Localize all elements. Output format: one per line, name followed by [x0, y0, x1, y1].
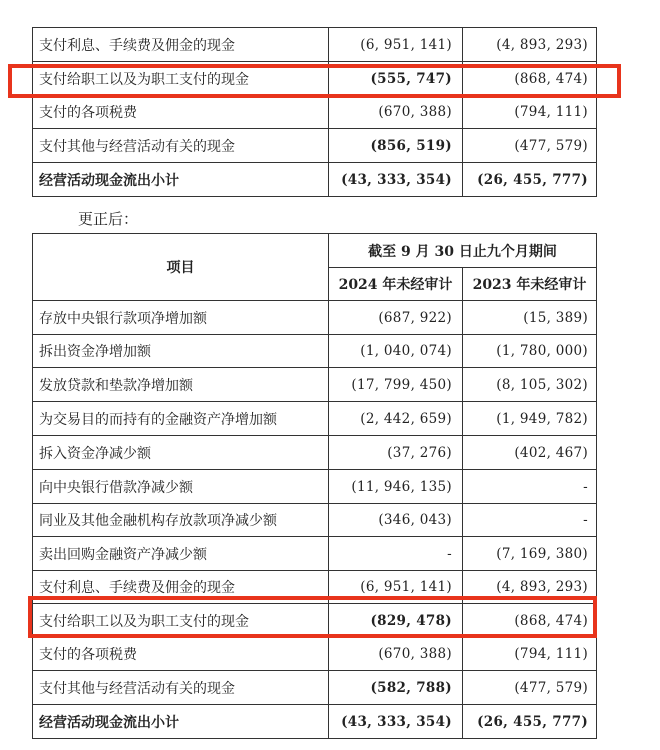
- value-2024: (1, 040, 074): [329, 335, 463, 368]
- value-2024: (687, 922): [329, 301, 463, 335]
- value-2023: (26, 455, 777): [463, 163, 597, 197]
- table-row: [33, 28, 597, 62]
- table-row: [33, 638, 597, 671]
- value-2023: (868, 474): [463, 62, 597, 96]
- value-2023: (1, 949, 782): [463, 402, 597, 436]
- item-header: 项目: [33, 234, 329, 301]
- row-label: 发放贷款和垫款净增加额: [33, 368, 329, 402]
- value-2023: (477, 579): [463, 671, 597, 705]
- row-label: 支付给职工以及为职工支付的现金: [33, 604, 329, 638]
- table-row: [33, 129, 597, 163]
- year-2024-header: 2024 年未经审计: [329, 268, 463, 301]
- row-label: 拆入资金净减少额: [33, 436, 329, 470]
- value-2024: (6, 951, 141): [329, 571, 463, 604]
- value-2023: (402, 467): [463, 436, 597, 470]
- value-2023: (1, 780, 000): [463, 335, 597, 368]
- value-2023: (4, 893, 293): [463, 28, 597, 62]
- row-label: 卖出回购金融资产净减少额: [33, 537, 329, 571]
- row-label: 存放中央银行款项净增加额: [33, 301, 329, 335]
- highlight-box-original: [8, 64, 621, 98]
- row-label: 支付的各项税费: [33, 96, 329, 129]
- value-2024: (2, 442, 659): [329, 402, 463, 436]
- value-2023: (794, 111): [463, 638, 597, 671]
- value-2024: (11, 946, 135): [329, 470, 463, 504]
- value-2024: (43, 333, 354): [329, 705, 463, 739]
- value-2023: -: [463, 470, 597, 504]
- value-2023: (477, 579): [463, 129, 597, 163]
- value-2023: (26, 455, 777): [463, 705, 597, 739]
- value-2024: (670, 388): [329, 96, 463, 129]
- value-2024: (670, 388): [329, 638, 463, 671]
- value-2024: (582, 788): [329, 671, 463, 705]
- year-2023-header: 2023 年未经审计: [463, 268, 597, 301]
- value-2023: (8, 105, 302): [463, 368, 597, 402]
- table-row: [33, 504, 597, 537]
- value-2023: (4, 893, 293): [463, 571, 597, 604]
- table-row: [33, 705, 597, 739]
- value-2024: (829, 478): [329, 604, 463, 638]
- table-row: [33, 537, 597, 571]
- table-row: [33, 163, 597, 197]
- row-label: 支付利息、手续费及佣金的现金: [33, 571, 329, 604]
- original-cashflow-table: [32, 27, 597, 197]
- period-header: 截至 9 月 30 日止九个月期间: [329, 234, 597, 268]
- value-2024: (856, 519): [329, 129, 463, 163]
- value-2023: (868, 474): [463, 604, 597, 638]
- value-2023: -: [463, 504, 597, 537]
- value-2023: (794, 111): [463, 96, 597, 129]
- row-label: 支付给职工以及为职工支付的现金: [33, 62, 329, 96]
- row-label: 经营活动现金流出小计: [33, 163, 329, 197]
- value-2023: (15, 389): [463, 301, 597, 335]
- table-row: [33, 436, 597, 470]
- row-label: 为交易目的而持有的金融资产净增加额: [33, 402, 329, 436]
- value-2024: (43, 333, 354): [329, 163, 463, 197]
- table-row: [33, 402, 597, 436]
- table-row: [33, 368, 597, 402]
- table-row: [33, 470, 597, 504]
- value-2024: (346, 043): [329, 504, 463, 537]
- original-table-body: [33, 28, 597, 197]
- corrected-note: 更正后：: [78, 210, 139, 228]
- table-row: [33, 671, 597, 705]
- highlight-box-corrected: [28, 596, 597, 638]
- corrected-cashflow-table: [32, 233, 597, 739]
- row-label: 支付利息、手续费及佣金的现金: [33, 28, 329, 62]
- row-label: 支付其他与经营活动有关的现金: [33, 671, 329, 705]
- value-2024: -: [329, 537, 463, 571]
- row-label: 同业及其他金融机构存放款项净减少额: [33, 504, 329, 537]
- row-label: 拆出资金净增加额: [33, 335, 329, 368]
- table-row: [33, 96, 597, 129]
- corrected-table-body: [33, 301, 597, 739]
- value-2024: (555, 747): [329, 62, 463, 96]
- row-label: 向中央银行借款净减少额: [33, 470, 329, 504]
- value-2024: (37, 276): [329, 436, 463, 470]
- row-label: 经营活动现金流出小计: [33, 705, 329, 739]
- table-row: [33, 301, 597, 335]
- row-label: 支付的各项税费: [33, 638, 329, 671]
- value-2024: (17, 799, 450): [329, 368, 463, 402]
- table-row: [33, 335, 597, 368]
- value-2024: (6, 951, 141): [329, 28, 463, 62]
- row-label: 支付其他与经营活动有关的现金: [33, 129, 329, 163]
- value-2023: (7, 169, 380): [463, 537, 597, 571]
